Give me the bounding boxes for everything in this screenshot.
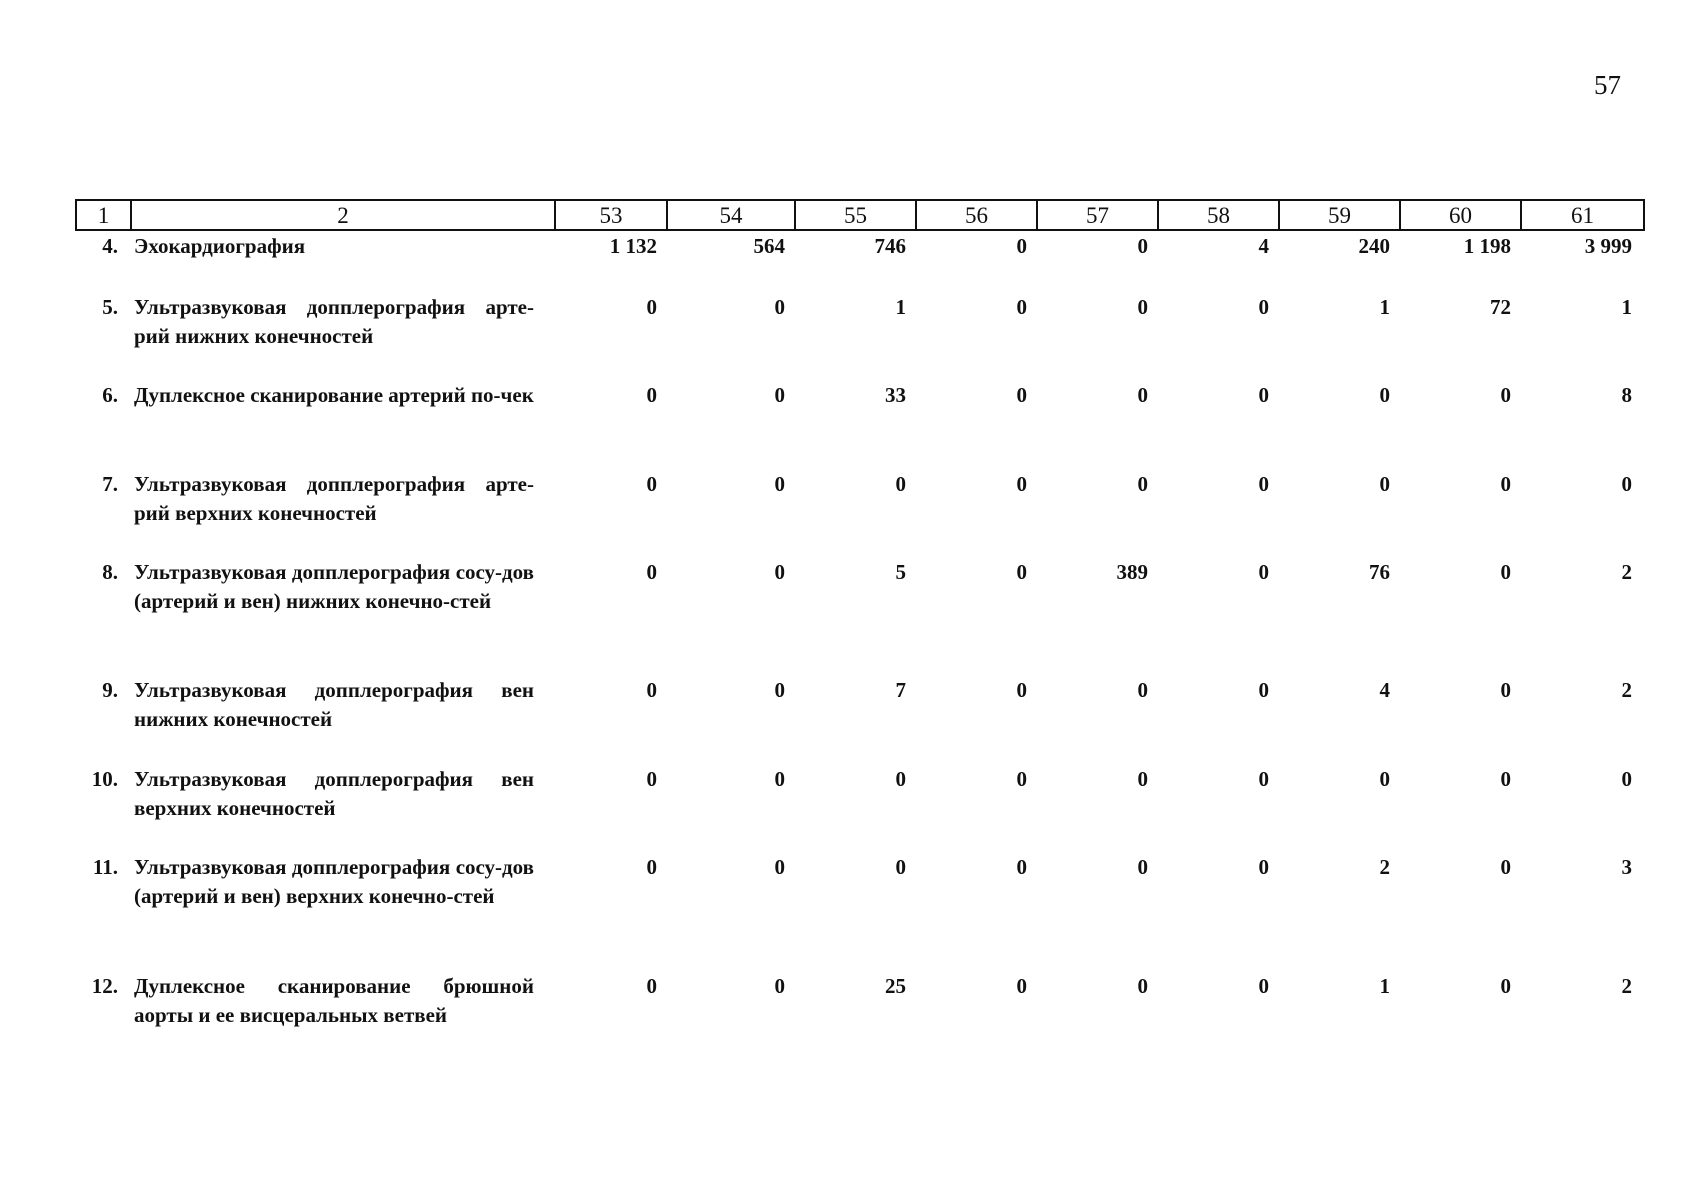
header-cell-58: 58 <box>1159 201 1280 229</box>
value-cell: 1 <box>1621 295 1632 319</box>
header-cell-56: 56 <box>917 201 1038 229</box>
header-cell-59: 59 <box>1280 201 1401 229</box>
value-cell: 0 <box>1621 472 1632 496</box>
value-cell: 0 <box>774 974 785 998</box>
value-cell: 0 <box>1016 472 1027 496</box>
value-cell: 0 <box>646 855 657 879</box>
row-number: 8. <box>102 560 118 584</box>
row-label: Ультразвуковая допплерография вен верхних конечностей <box>134 767 534 820</box>
value-cell: 0 <box>774 383 785 407</box>
row-label: Эхокардиография <box>134 234 306 258</box>
header-cell-61: 61 <box>1571 202 1594 228</box>
row-number: 10. <box>91 767 118 791</box>
row-number: 6. <box>102 383 118 407</box>
value-cell: 0 <box>1500 560 1511 584</box>
value-cell: 76 <box>1369 560 1390 584</box>
value-cell: 0 <box>1258 767 1269 791</box>
value-cell: 0 <box>646 295 657 319</box>
value-cell: 0 <box>1016 855 1027 879</box>
value-cell: 0 <box>774 295 785 319</box>
value-cell: 7 <box>895 678 906 702</box>
value-cell: 0 <box>1137 295 1148 319</box>
page-number: 57 <box>1594 70 1621 100</box>
value-cell: 0 <box>1137 472 1148 496</box>
row-label: Дуплексное сканирование артерий по-чек <box>134 383 534 407</box>
value-cell: 0 <box>895 855 906 879</box>
row-number: 4. <box>102 234 118 258</box>
value-cell: 0 <box>1137 234 1148 258</box>
header-cell-53: 53 <box>556 201 668 229</box>
header-cell-55: 55 <box>796 201 917 229</box>
value-cell: 0 <box>1258 560 1269 584</box>
table-row <box>75 765 1640 823</box>
value-cell: 0 <box>774 472 785 496</box>
value-cell: 4 <box>1379 678 1390 702</box>
value-cell: 1 132 <box>609 234 657 258</box>
value-cell: 0 <box>1621 767 1632 791</box>
value-cell: 0 <box>1500 855 1511 879</box>
table-row <box>75 470 1640 528</box>
table-row <box>75 853 1640 911</box>
row-label: Ультразвуковая допплерография вен нижних конечностей <box>134 678 534 731</box>
value-cell: 5 <box>895 560 906 584</box>
row-number: 9. <box>102 678 118 702</box>
value-cell: 1 198 <box>1463 234 1511 258</box>
value-cell: 0 <box>1500 678 1511 702</box>
value-cell: 0 <box>1137 383 1148 407</box>
value-cell: 0 <box>1500 767 1511 791</box>
value-cell: 746 <box>874 234 906 258</box>
value-cell: 0 <box>1500 974 1511 998</box>
value-cell: 0 <box>1258 472 1269 496</box>
value-cell: 0 <box>1137 974 1148 998</box>
value-cell: 0 <box>1016 974 1027 998</box>
value-cell: 0 <box>646 767 657 791</box>
row-number: 7. <box>102 472 118 496</box>
value-cell: 0 <box>1258 383 1269 407</box>
row-label: Ультразвуковая допплерография сосу-дов (артерий и вен) верхних конечно-стей <box>134 855 534 908</box>
value-cell: 2 <box>1621 678 1632 702</box>
value-cell: 0 <box>1379 472 1390 496</box>
table-row <box>75 676 1640 734</box>
value-cell: 0 <box>774 678 785 702</box>
value-cell: 33 <box>885 383 906 407</box>
value-cell: 0 <box>1258 678 1269 702</box>
value-cell: 240 <box>1358 234 1390 258</box>
header-cell-57: 57 <box>1038 201 1159 229</box>
value-cell: 0 <box>1500 472 1511 496</box>
value-cell: 0 <box>774 767 785 791</box>
value-cell: 0 <box>1258 974 1269 998</box>
value-cell: 4 <box>1258 234 1269 258</box>
value-cell: 0 <box>1016 560 1027 584</box>
value-cell: 1 <box>1379 974 1390 998</box>
value-cell: 0 <box>646 974 657 998</box>
value-cell: 0 <box>646 383 657 407</box>
value-cell: 0 <box>774 855 785 879</box>
value-cell: 0 <box>1016 767 1027 791</box>
value-cell: 0 <box>646 560 657 584</box>
value-cell: 0 <box>1137 855 1148 879</box>
value-cell: 3 <box>1621 855 1632 879</box>
row-label: Ультразвуковая допплерография арте-рий нижних конечностей <box>134 295 534 348</box>
value-cell: 1 <box>1379 295 1390 319</box>
header-cell-2: 2 <box>132 201 556 229</box>
value-cell: 0 <box>1137 678 1148 702</box>
row-label: Ультразвуковая допплерография сосу-дов (артерий и вен) нижних конечно-стей <box>134 560 534 613</box>
value-cell: 2 <box>1379 855 1390 879</box>
row-label: Дуплексное сканирование брюшной аорты и ее висцеральных ветвей <box>134 974 534 1027</box>
value-cell: 1 <box>895 295 906 319</box>
value-cell: 0 <box>1258 855 1269 879</box>
row-label: Ультразвуковая допплерография арте-рий верхних конечностей <box>134 472 534 525</box>
value-cell: 0 <box>1016 383 1027 407</box>
value-cell: 0 <box>1379 383 1390 407</box>
value-cell: 8 <box>1621 383 1632 407</box>
value-cell: 72 <box>1490 295 1511 319</box>
value-cell: 0 <box>1016 234 1027 258</box>
table-row <box>75 232 1640 261</box>
value-cell: 25 <box>885 974 906 998</box>
value-cell: 0 <box>1500 383 1511 407</box>
row-number: 5. <box>102 295 118 319</box>
table-row <box>75 558 1640 616</box>
value-cell: 564 <box>753 234 785 258</box>
value-cell: 0 <box>895 767 906 791</box>
value-cell: 389 <box>1116 560 1148 584</box>
table-header <box>75 199 1645 231</box>
header-cell-1: 1 <box>77 201 132 229</box>
table-row <box>75 972 1640 1030</box>
value-cell: 0 <box>1016 295 1027 319</box>
row-number: 12. <box>91 974 118 998</box>
value-cell: 3 999 <box>1584 234 1632 258</box>
row-number: 11. <box>92 855 118 879</box>
value-cell: 2 <box>1621 560 1632 584</box>
value-cell: 0 <box>1137 767 1148 791</box>
value-cell: 0 <box>646 472 657 496</box>
value-cell: 0 <box>1258 295 1269 319</box>
table-row <box>75 381 1640 410</box>
value-cell: 0 <box>1016 678 1027 702</box>
value-cell: 2 <box>1621 974 1632 998</box>
value-cell: 0 <box>646 678 657 702</box>
table-row <box>75 293 1640 351</box>
header-cell-54: 54 <box>668 201 796 229</box>
value-cell: 0 <box>895 472 906 496</box>
header-cell-60: 60 <box>1401 201 1522 229</box>
value-cell: 0 <box>1379 767 1390 791</box>
value-cell: 0 <box>774 560 785 584</box>
